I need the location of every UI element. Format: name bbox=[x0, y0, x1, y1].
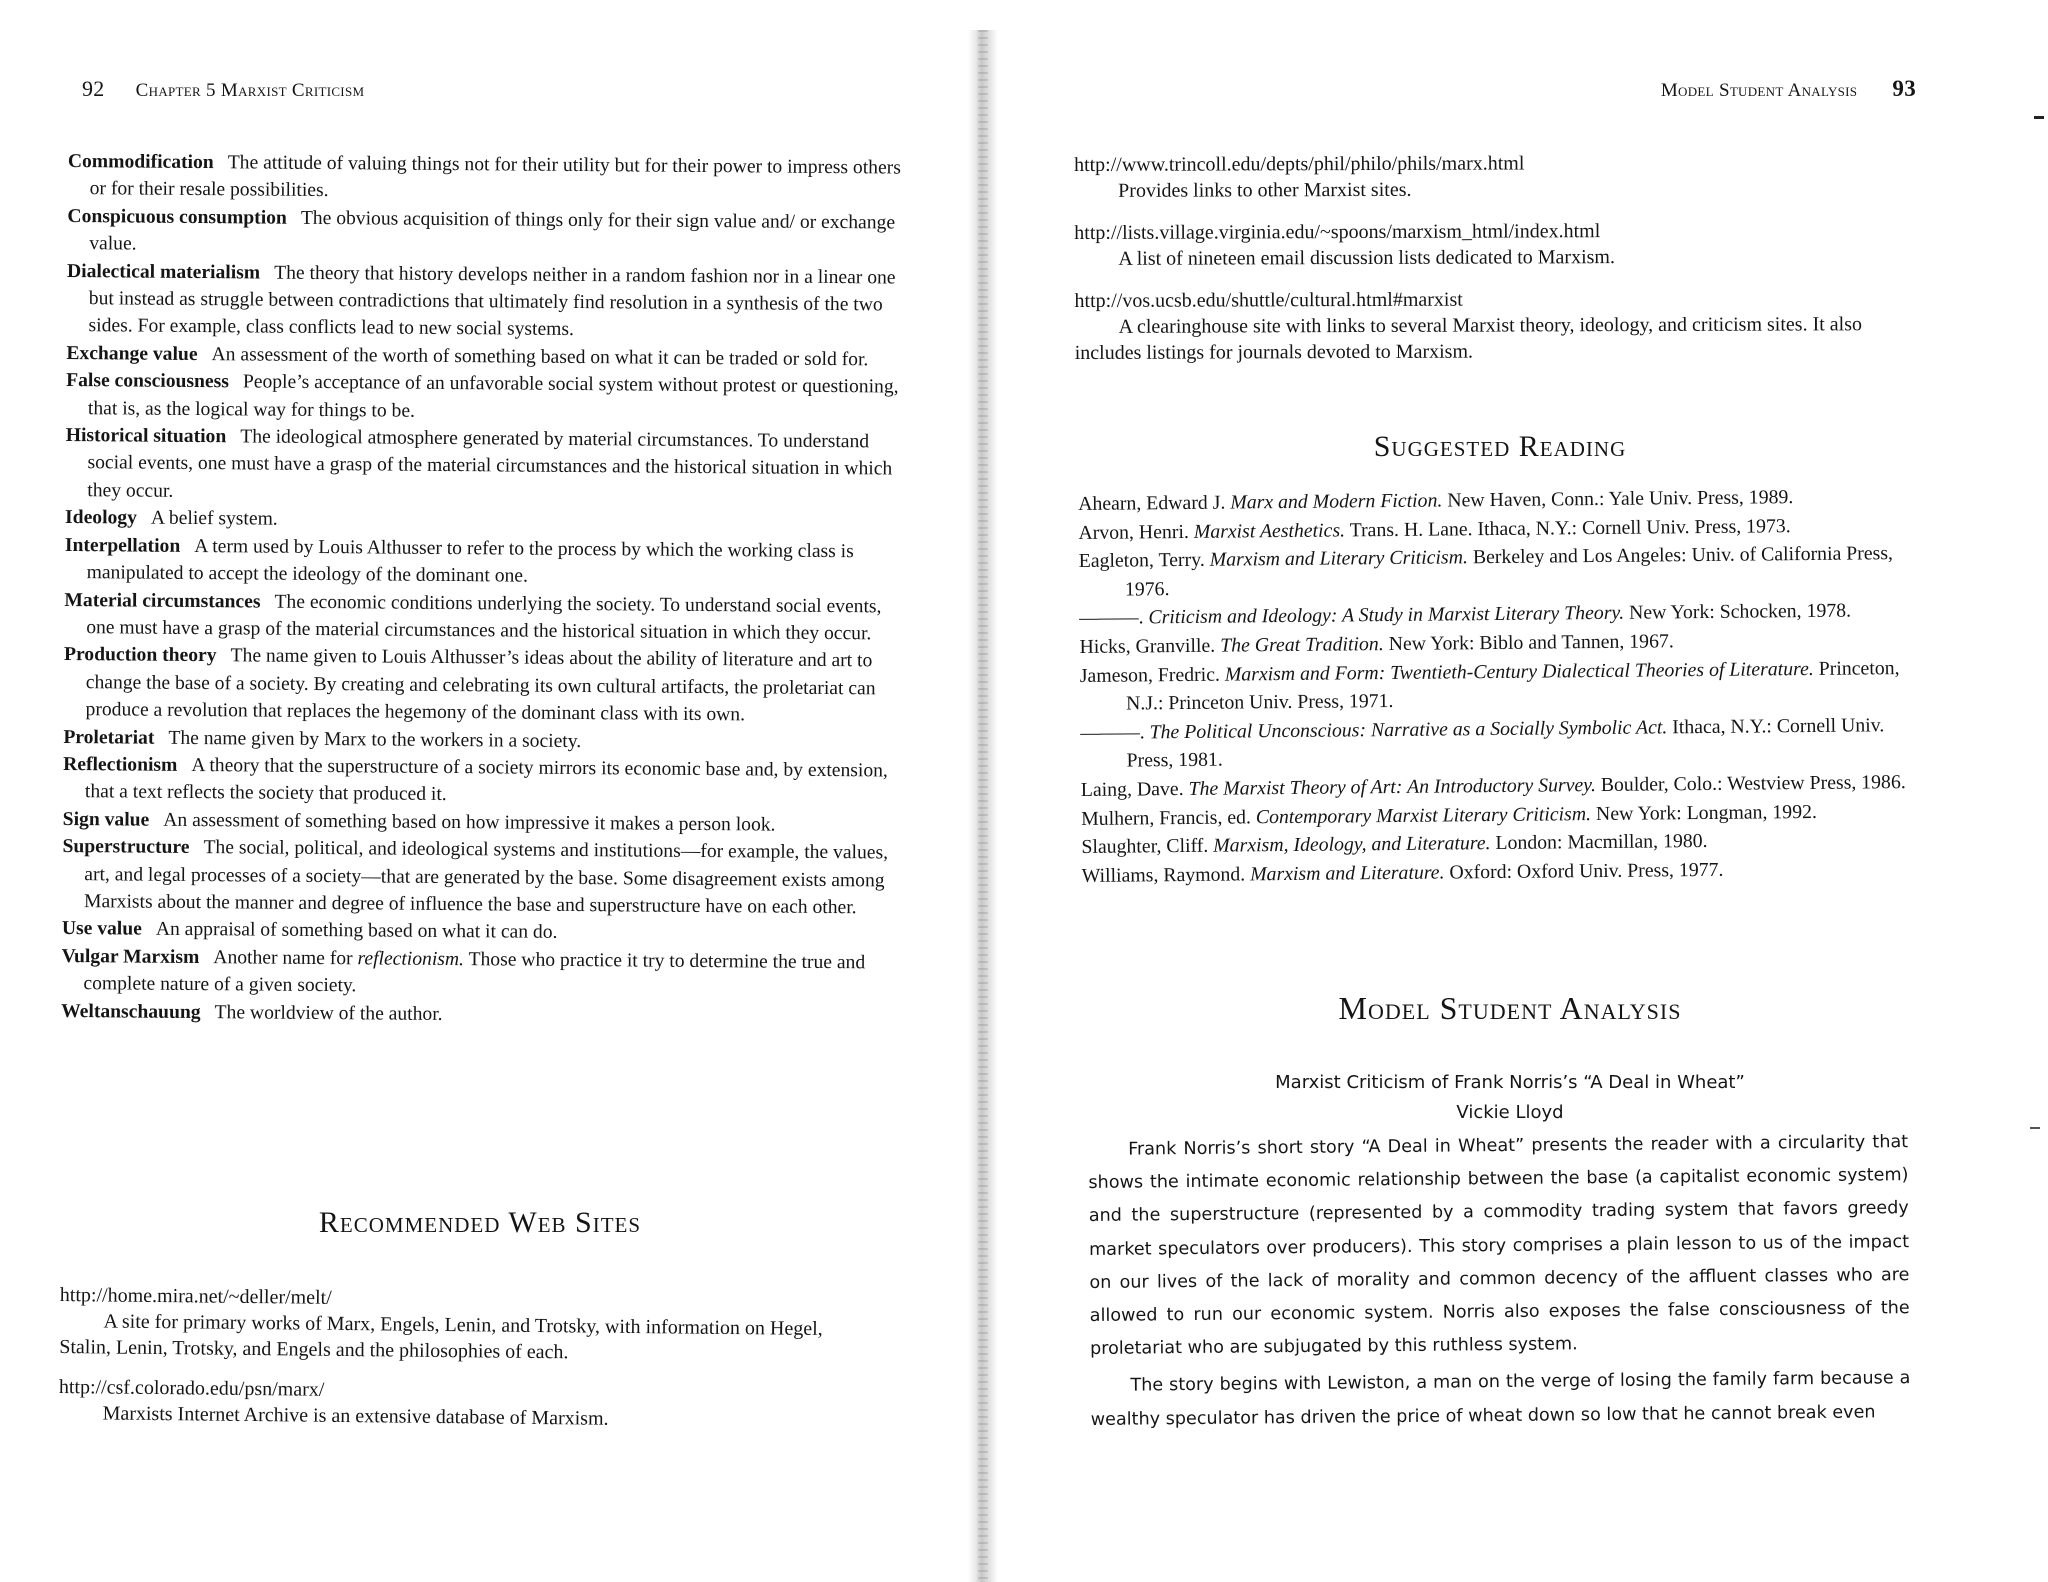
glossary-definition: The economic conditions underlying the society. To understand social events, one must have a grasp of the material circumstances and the historical situation in which they occur. bbox=[86, 591, 882, 645]
bib-title: The Great Tradition. bbox=[1220, 633, 1384, 657]
web-site-entry bbox=[1074, 285, 1904, 366]
gutter-texture bbox=[978, 30, 988, 1582]
glossary-entry bbox=[68, 148, 906, 209]
bib-author: Slaughter, Cliff. bbox=[1081, 834, 1209, 859]
glossary-definition: The obvious acquisition of things only for their sign value and/ or exchange value. bbox=[89, 207, 896, 255]
glossary-term: Interpellation bbox=[64, 534, 181, 557]
analysis-title: Marxist Criticism of Frank Norris’s “A Deal in Wheat” bbox=[1275, 1072, 1745, 1093]
bibliography-entry bbox=[1079, 539, 1908, 604]
web-site-url: http://home.mira.net/~deller/melt/ bbox=[59, 1283, 332, 1309]
glossary-entry bbox=[65, 532, 903, 593]
bib-author: Mulhern, Francis, ed. bbox=[1081, 805, 1252, 830]
glossary-definition: A belief system. bbox=[150, 507, 278, 530]
bib-title: Criticism and Ideology: A Study in Marxist Literary Theory. bbox=[1148, 602, 1625, 629]
glossary-definition: A term used by Louis Althusser to refer to the process by which the working class is manipulated to accept the ideology of the dominant one. bbox=[86, 535, 854, 587]
web-site-description: A site for primary works of Marx, Engels, Lenin, and Trotsky, with information on Hegel, Stalin, Lenin, Trotsky, and Engels and the philosophies of each. bbox=[59, 1310, 823, 1364]
page-number-right: 93 bbox=[1892, 76, 1916, 101]
bib-title: The Marxist Theory of Art: An Introductory Survey. bbox=[1188, 773, 1596, 800]
glossary-entry bbox=[65, 422, 904, 511]
analysis-paragraph: Frank Norris’s short story “A Deal in Wheat” presents the reader with a circularity that shows the intimate economic relationship between the base (a capitalist economic system) and the superstructure (represented by a commodity trading system that favors greedy market speculators over producers). This story comprises a plain lesson to us of the impact on our lives of the lack of morality and common decency of the affluent classes who are allowed to run our economic system. Norris also exposes the false consciousness of the proletariat who are subjugated by this ruthless system. bbox=[1088, 1132, 1910, 1360]
bib-publication: Princeton, N.J.: Princeton Univ. Press, 1971. bbox=[1125, 656, 1900, 715]
bibliography-entry bbox=[1080, 711, 1909, 776]
glossary-entry bbox=[64, 586, 902, 647]
web-site-entry bbox=[59, 1282, 860, 1368]
bib-publication: Berkeley and Los Angeles: Univ. of California Press, 1976. bbox=[1124, 542, 1894, 601]
glossary-definition: People’s acceptance of an unfavorable social system without protest or questioning, that is, as the logical way for things to be. bbox=[87, 371, 899, 422]
bib-author: Laing, Dave. bbox=[1080, 777, 1184, 801]
analysis-author: Vickie Lloyd bbox=[1456, 1102, 1564, 1123]
glossary-definition: A theory that the superstructure of a society mirrors its economic base and, by extension, that a text reflects the society that produced it. bbox=[84, 754, 888, 806]
glossary-definition: An assessment of something based on how impressive it makes a person look. bbox=[163, 809, 776, 836]
analysis-paragraph: The story begins with Lewiston, a man on the verge of losing the family farm because a wealthy speculator has driven the price of wheat down so low that he cannot break even bbox=[1090, 1368, 1911, 1430]
bib-title: The Political Unconscious: Narrative as a Socially Symbolic Act. bbox=[1149, 716, 1668, 744]
web-site-description: A list of nineteen email discussion lists dedicated to Marxism. bbox=[1118, 246, 1616, 270]
glossary-term: Production theory bbox=[63, 644, 217, 667]
bib-author: ———. bbox=[1080, 721, 1145, 744]
glossary-term: Reflectionism bbox=[63, 753, 178, 776]
web-site-url: http://www.trincoll.edu/depts/phil/philo/phils/marx.html bbox=[1074, 152, 1525, 176]
glossary-definition: The worldview of the author. bbox=[214, 1001, 443, 1025]
glossary-definition: An assessment of the worth of something based on what it can be traded or sold for. bbox=[211, 343, 869, 371]
glossary-term: Historical situation bbox=[65, 425, 227, 448]
web-site-url: http://lists.village.virginia.edu/~spoons/marxism_html/index.html bbox=[1074, 220, 1601, 244]
page-edge-mark bbox=[2030, 1127, 2040, 1129]
glossary-definition: The social, political, and ideological systems and institutions—for example, the values, art, and legal processes of a society—that are generated by the base. Some disagreement exists among Marxists about the manner and degree of influence the base and superstructure have on each other. bbox=[83, 837, 889, 919]
web-site-description: Marxists Internet Archive is an extensive database of Marxism. bbox=[102, 1402, 609, 1430]
bib-title: Marx and Modern Fiction. bbox=[1230, 489, 1443, 514]
bib-publication: Trans. H. Lane. Ithaca, N.Y.: Cornell Univ. Press, 1973. bbox=[1349, 514, 1791, 541]
bib-publication: London: Macmillan, 1980. bbox=[1495, 830, 1708, 855]
glossary-term: Superstructure bbox=[62, 836, 190, 859]
glossary-term: Sign value bbox=[62, 808, 150, 831]
bib-title: Marxism and Literature. bbox=[1250, 861, 1445, 886]
bib-author: Hicks, Granville. bbox=[1079, 634, 1216, 658]
page-edge-mark bbox=[2034, 116, 2044, 119]
bib-author: Ahearn, Edward J. bbox=[1078, 491, 1226, 515]
recommended-web-sites-heading: Recommended Web Sites bbox=[318, 1206, 642, 1239]
bib-title: Marxism, Ideology, and Literature. bbox=[1213, 832, 1491, 857]
glossary-term: Dialectical materialism bbox=[66, 260, 261, 284]
glossary-definition: The name given by Marx to the workers in a society. bbox=[168, 727, 582, 752]
glossary-entry bbox=[62, 833, 901, 922]
page-number-left: 92 bbox=[82, 76, 105, 101]
glossary-entry bbox=[67, 203, 905, 264]
glossary-entry bbox=[61, 998, 899, 1032]
bib-title: Marxism and Literary Criticism. bbox=[1209, 546, 1469, 571]
glossary-term: False consciousness bbox=[66, 370, 229, 393]
glossary-term: Proletariat bbox=[63, 726, 155, 749]
glossary-list bbox=[61, 148, 906, 1032]
running-head-left bbox=[82, 76, 364, 102]
bib-title: Marxist Aesthetics. bbox=[1193, 519, 1346, 543]
glossary-term: Vulgar Marxism bbox=[61, 945, 200, 968]
glossary-entry bbox=[61, 943, 899, 1004]
glossary-definition: Those who practice it try to determine the true and complete nature of a given society. bbox=[83, 948, 866, 997]
web-sites-list-right bbox=[1074, 149, 1905, 382]
bib-author: ———. bbox=[1079, 606, 1144, 630]
glossary-definition: The ideological atmosphere generated by material circumstances. To understand social events, one must have a grasp of the material circumstances and the historical situation in which they occur. bbox=[87, 426, 893, 502]
bib-publication: New Haven, Conn.: Yale Univ. Press, 1989. bbox=[1447, 486, 1794, 512]
glossary-term: Use value bbox=[61, 918, 142, 940]
model-student-analysis-heading: Model Student Analysis bbox=[1338, 990, 1682, 1026]
bibliography-list bbox=[1078, 482, 1910, 890]
web-site-description: Provides links to other Marxist sites. bbox=[1118, 178, 1412, 202]
bib-author: Eagleton, Terry. bbox=[1078, 548, 1205, 573]
bib-publication: New York: Schocken, 1978. bbox=[1628, 599, 1852, 625]
bib-author: Williams, Raymond. bbox=[1081, 863, 1246, 887]
web-site-description: A clearinghouse site with links to several Marxist theory, ideology, and criticism sites. It also includes listings for journals devoted to Marxism. bbox=[1074, 313, 1863, 364]
glossary-definition-italic: reflectionism. bbox=[357, 948, 465, 970]
glossary-term: Ideology bbox=[65, 507, 138, 529]
glossary-entry bbox=[63, 751, 901, 812]
analysis-body bbox=[1088, 1126, 1911, 1441]
glossary-entry bbox=[66, 258, 905, 347]
glossary-definition: Another name for bbox=[213, 946, 358, 970]
glossary-term: Material circumstances bbox=[64, 589, 261, 613]
bib-title: Contemporary Marxist Literary Criticism. bbox=[1255, 802, 1592, 828]
suggested-reading-heading: Suggested Reading bbox=[1373, 430, 1627, 463]
bib-publication: New York: Biblo and Tannen, 1967. bbox=[1388, 630, 1674, 655]
bib-publication: New York: Longman, 1992. bbox=[1595, 800, 1817, 825]
glossary-term: Weltanschauung bbox=[61, 1000, 201, 1023]
web-site-entry bbox=[1074, 149, 1904, 204]
left-page bbox=[0, 0, 978, 1582]
bib-title: Marxism and Form: Twentieth-Century Dialectical Theories of Literature. bbox=[1224, 657, 1814, 686]
web-site-url: http://csf.colorado.edu/psn/marx/ bbox=[58, 1375, 325, 1401]
glossary-definition: The theory that history develops neither in a random fashion nor in a linear one but instead as struggle between contradictions that ultimately find resolution in a synthesis of the two sides. For example, class conflicts lead to new social systems. bbox=[88, 262, 896, 341]
chapter-title: Chapter 5 Marxist Criticism bbox=[135, 80, 365, 101]
glossary-term: Conspicuous consumption bbox=[67, 205, 287, 229]
glossary-entry bbox=[66, 367, 904, 428]
web-site-entry bbox=[58, 1374, 859, 1434]
glossary-term: Exchange value bbox=[66, 342, 198, 365]
web-sites-list-left bbox=[58, 1282, 860, 1448]
running-head-right bbox=[1661, 76, 1916, 102]
web-site-url: http://vos.ucsb.edu/shuttle/cultural.html#marxist bbox=[1074, 288, 1463, 312]
bib-publication: Ithaca, N.Y.: Cornell Univ. Press, 1981. bbox=[1126, 714, 1885, 772]
bibliography-entry bbox=[1080, 654, 1909, 719]
section-running-title: Model Student Analysis bbox=[1660, 80, 1858, 101]
glossary-entry bbox=[63, 641, 902, 730]
bib-publication: Oxford: Oxford Univ. Press, 1977. bbox=[1449, 858, 1724, 884]
bib-publication: Boulder, Colo.: Westview Press, 1986. bbox=[1600, 771, 1906, 796]
glossary-definition: An appraisal of something based on what it can do. bbox=[155, 919, 558, 944]
glossary-term: Commodification bbox=[67, 150, 214, 174]
glossary-definition: The attitude of valuing things not for their utility but for their power to impress others or for their resale possibilities. bbox=[89, 152, 901, 202]
glossary-definition: The name given to Louis Althusser’s ideas about the ability of literature and art to change the base of a society. By creating and celebrating its own cultural artifacts, the proletariat can produce a revolution that replaces the hegemony of the dominant class with its own. bbox=[85, 645, 876, 726]
bib-author: Jameson, Fredric. bbox=[1079, 663, 1220, 687]
bib-author: Arvon, Henri. bbox=[1078, 520, 1189, 544]
web-site-entry bbox=[1074, 217, 1904, 272]
